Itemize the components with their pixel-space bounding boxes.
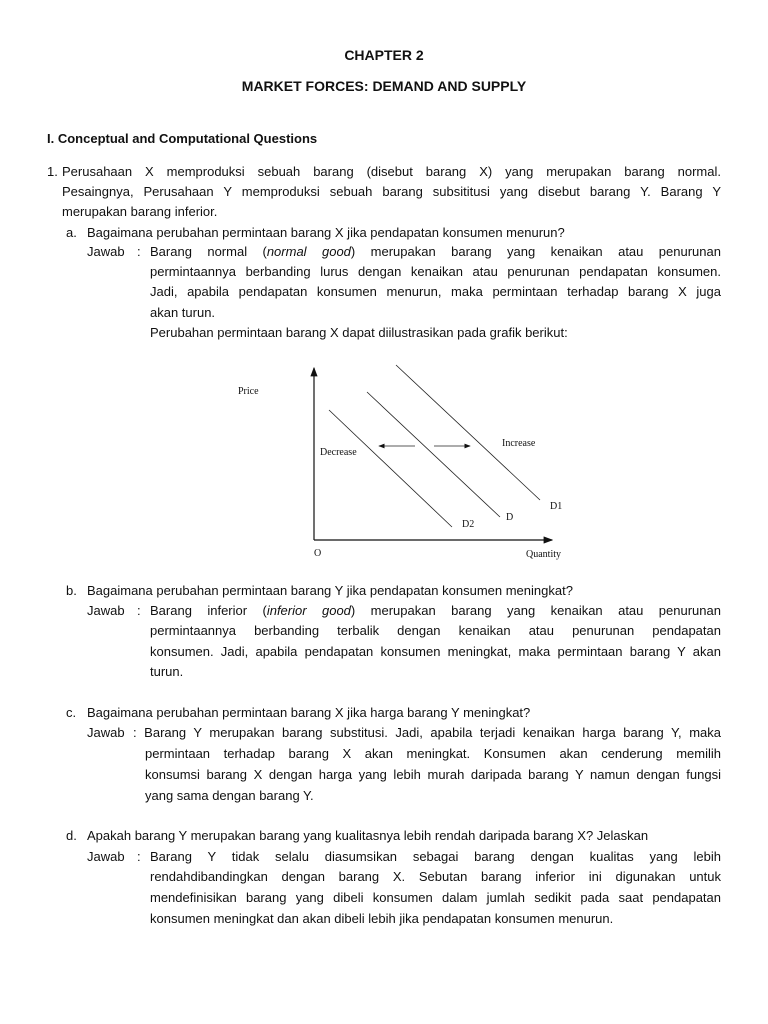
series-label-d1: D1 (550, 501, 563, 512)
subquestion-letter: c. (66, 705, 77, 720)
origin-label: O (314, 548, 322, 559)
answer-text: Barang inferior (inferior good) merupakan barang yang kenaikan atau penurunan (150, 603, 721, 618)
question-text: Perusahaan X memproduksi sebuah barang (disebut barang X) yang merupakan barang normal. (62, 164, 721, 179)
chapter-title: MARKET FORCES: DEMAND AND SUPPLY (241, 78, 527, 94)
section-heading: I. Conceptual and Computational Questions (47, 131, 318, 146)
subquestion-text: Bagaimana perubahan permintaan barang Y jika pendapatan konsumen meningkat? (87, 583, 573, 598)
answer-text: rendahdibandingkan dengan barang X. Sebutan barang inferior ini digunakan untuk (150, 869, 721, 884)
increase-label: Increase (502, 438, 536, 449)
demand-curve-d (367, 392, 500, 517)
answer-text: Perubahan permintaan barang X dapat diilustrasikan pada grafik berikut: (150, 325, 568, 340)
series-label-d: D (506, 512, 514, 523)
answer-label: Jawab (87, 603, 125, 618)
subquestion-letter: d. (66, 828, 77, 843)
answer-colon: : (137, 603, 141, 618)
answer-text: Jadi, apabila pendapatan konsumen menurun, maka permintaan terhadap barang X juga (150, 284, 721, 299)
answer-text: Barang normal (normal good) merupakan barang yang kenaikan atau penurunan (150, 244, 721, 259)
demand-curve-d1 (396, 365, 540, 500)
answer-text: akan turun. (150, 305, 216, 320)
y-axis-label: Price (238, 386, 259, 397)
subquestion-letter: b. (66, 583, 77, 598)
answer-text: permintaannya berbanding terbalik dengan kenaikan atau penurunan pendapatan (150, 623, 721, 638)
answer-text: mendefinisikan barang yang dibeli konsumen dalam jumlah sedikit pada saat pendapatan (150, 890, 721, 905)
answer-text: : Barang Y merupakan barang substitusi. Jadi, apabila terjadi kenaikan harga barang Y, maka (133, 725, 721, 740)
answer-text: konsumen meningkat dan akan dibeli lebih jika pendapatan konsumen menurun. (150, 911, 614, 926)
subquestion-text: Bagaimana perubahan permintaan barang X jika harga barang Y meningkat? (87, 705, 531, 720)
subquestion-text: Bagaimana perubahan permintaan barang X jika pendapatan konsumen menurun? (87, 225, 565, 240)
italic-term: normal good (266, 244, 351, 259)
answer-text: turun. (150, 664, 184, 679)
answer-text: yang sama dengan barang Y. (145, 788, 314, 803)
subquestion-letter: a. (66, 225, 77, 240)
demand-curve-d2 (329, 410, 452, 527)
answer-text: permintaannya berbanding lurus dengan kenaikan atau penurunan pendapatan konsumen. (150, 264, 721, 279)
series-label-d2: D2 (462, 519, 475, 530)
x-axis-label: Quantity (526, 549, 561, 560)
answer-text: konsumsi barang X dengan harga yang lebih murah daripada barang Y namun dengan fungsi (145, 767, 721, 782)
answer-label: Jawab (87, 725, 125, 740)
decrease-label: Decrease (320, 447, 357, 458)
answer-text: permintaan terhadap barang X akan meningkat. Konsumen akan cenderung memilih (145, 746, 721, 761)
answer-text: konsumen. Jadi, apabila pendapatan konsumen meningkat, maka permintaan barang Y akan (150, 644, 721, 659)
question-text: merupakan barang inferior. (62, 204, 218, 219)
answer-colon: : (137, 849, 141, 864)
answer-label: Jawab (87, 849, 125, 864)
question-number: 1. (47, 164, 58, 179)
italic-term: inferior good (266, 603, 351, 618)
answer-text: Barang Y tidak selalu diasumsikan sebagai barang dengan kualitas yang lebih (150, 849, 721, 864)
question-text: Pesaingnya, Perusahaan Y memproduksi sebuah barang subsititusi yang disebut barang Y. Barang Y (62, 184, 721, 199)
chapter-label: CHAPTER 2 (344, 47, 424, 63)
answer-label: Jawab (87, 244, 125, 259)
answer-colon: : (137, 244, 141, 259)
subquestion-text: Apakah barang Y merupakan barang yang kualitasnya lebih rendah daripada barang X? Jelaskan (87, 828, 649, 843)
